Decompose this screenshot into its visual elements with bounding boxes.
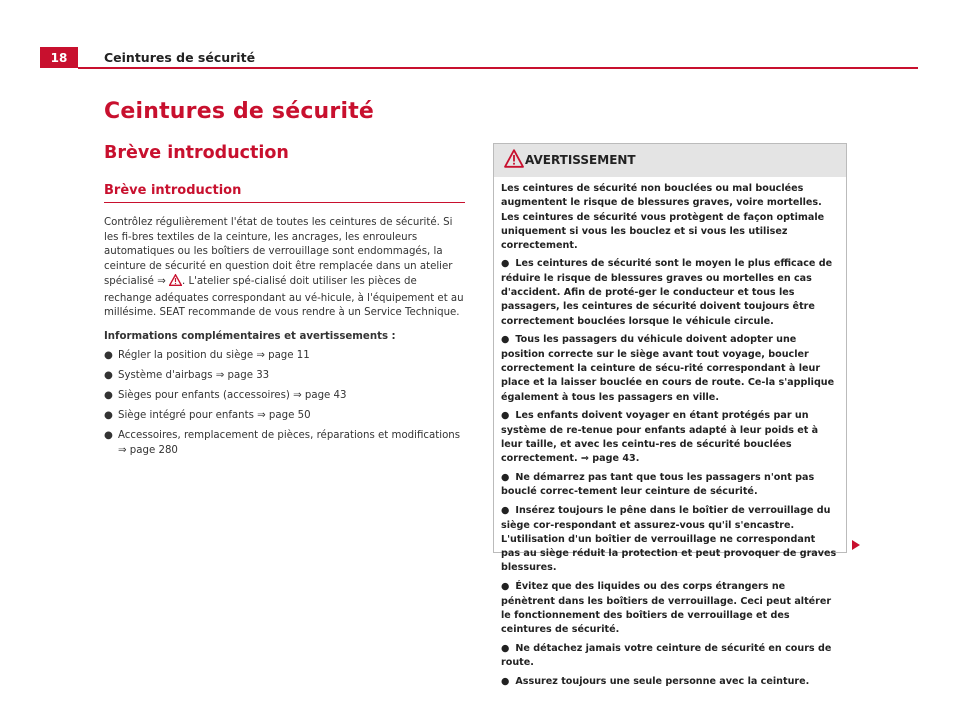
- warning-item-text: Ne détachez jamais votre ceinture de sécurité en cours de route.: [501, 642, 832, 669]
- list-item-text: Système d'airbags ⇒ page 33: [118, 370, 270, 381]
- intro-text-b: . L'atelier spé-cialisé doit utiliser les pièces de rechange adéquates correspondant au vé-hicule, à l'équipement et au millésime. SEAT recommande de vous rendre à un Service Technique.: [104, 276, 464, 318]
- bullet: ●: [501, 334, 510, 346]
- reference-list: [104, 349, 464, 458]
- warning-header: [494, 144, 846, 177]
- bullet: ●: [501, 581, 510, 593]
- list-item[interactable]: [104, 429, 464, 458]
- bullet: ●: [104, 430, 113, 441]
- list-item[interactable]: [104, 369, 464, 384]
- warning-title: AVERTISSEMENT: [525, 153, 636, 167]
- intro-paragraph: [104, 216, 464, 321]
- warning-box: [493, 143, 847, 687]
- section-title: Brève introduction: [104, 143, 289, 163]
- warning-item: [501, 642, 837, 671]
- info-title: Informations complémentaires et avertissements :: [104, 330, 396, 342]
- bullet: ●: [501, 410, 510, 422]
- left-column: [104, 216, 464, 464]
- bullet: ●: [104, 350, 113, 361]
- running-head: Ceintures de sécurité: [104, 50, 256, 65]
- warning-item-text: Assurez toujours une seule personne avec la ceinture.: [515, 676, 810, 687]
- header-rule: [78, 67, 918, 69]
- warning-item: [501, 471, 837, 500]
- page-number: 18: [40, 47, 78, 68]
- warning-intro: Les ceintures de sécurité non bouclées ou mal bouclées augmentent le risque de blessures graves, voire mortelles. Les ceintures de sécurité vous protègent de façon optimale uniquement si vous les bouclez et si vous les utilisez correctement.: [501, 183, 825, 252]
- list-item[interactable]: [104, 349, 464, 364]
- warning-item-text: Les enfants doivent voyager en étant protégés par un système de re-tenue pour enfants adapté à leur poids et à leur taille, et avec les ceintu-res de sécurité bouclées correctement. ⇒ page 43.: [501, 410, 819, 465]
- warning-item-text: Ne démarrez pas tant que tous les passagers n'ont pas bouclé correc-tement leur ceinture de sécurité.: [501, 472, 815, 498]
- subsection-rule: [104, 202, 465, 203]
- warning-list: [501, 257, 837, 689]
- list-item-text: Accessoires, remplacement de pièces, réparations et modifications ⇒ page 280: [118, 430, 461, 456]
- bullet: ●: [501, 505, 510, 517]
- warning-item: [501, 409, 837, 466]
- warning-item: [501, 675, 837, 689]
- warning-item-text: Insérez toujours le pêne dans le boîtier de verrouillage du siège cor-respondant et assurez-vous qu'il s'encastre. L'utilisation d'un boîtier de verrouillage ne correspondant pas au siège réduit la protection et peut provoquer de graves blessures.: [501, 505, 837, 574]
- warning-item: [501, 333, 837, 404]
- bullet: ●: [501, 642, 510, 654]
- bullet: ●: [104, 370, 113, 381]
- warning-item: [501, 504, 837, 575]
- warning-item: [501, 257, 837, 328]
- list-item-text: Régler la position du siège ⇒ page 11: [118, 350, 310, 361]
- list-item[interactable]: [104, 389, 464, 404]
- warning-triangle-icon[interactable]: [169, 274, 182, 292]
- continue-arrow-icon[interactable]: [851, 536, 861, 555]
- list-item[interactable]: [104, 409, 464, 424]
- bullet: ●: [501, 676, 510, 687]
- bullet: ●: [501, 258, 510, 270]
- warning-item-text: Les ceintures de sécurité sont le moyen le plus efficace de réduire le risque de blessures graves ou mortelles en cas d'accident. Afin de proté-ger le conducteur et tous les passagers, les ceintures de sécurité doivent toujours être correctement bouclées lorsque le véhicule circule.: [501, 258, 833, 327]
- chapter-title: Ceintures de sécurité: [104, 99, 375, 124]
- warning-body: [494, 177, 846, 689]
- warning-item: [501, 580, 837, 637]
- bullet: ●: [104, 410, 113, 421]
- intro-text-a: Contrôlez régulièrement l'état de toutes les ceintures de sécurité. Si les fi-bres textiles de la ceinture, les ancrages, les enrouleurs automatiques ou les boîtiers de verrouillage sont endommagés, la ceinture de sécurité en question doit être remplacée dans un atelier spécialisé ⇒: [104, 217, 453, 287]
- bullet: ●: [501, 472, 510, 484]
- list-item-text: Sièges pour enfants (accessoires) ⇒ page 43: [118, 390, 347, 401]
- warning-item-text: Évitez que des liquides ou des corps étrangers ne pénètrent dans les boîtiers de verrouillage. Ceci peut altérer le fonctionnement des boîtiers de verrouillage et des ceintures de sécurité.: [501, 581, 832, 636]
- subsection-title: Brève introduction: [104, 183, 242, 198]
- list-item-text: Siège intégré pour enfants ⇒ page 50: [118, 410, 311, 421]
- warning-triangle-icon: [504, 149, 524, 172]
- warning-item-text: Tous les passagers du véhicule doivent adopter une position correcte sur le siège avant tout voyage, boucler correctement la ceinture de sécu-rité correspondant à leur place et la laisser bouclée en cours de route. Ce-la s'applique également à tous les passagers en ville.: [501, 334, 835, 403]
- bullet: ●: [104, 390, 113, 401]
